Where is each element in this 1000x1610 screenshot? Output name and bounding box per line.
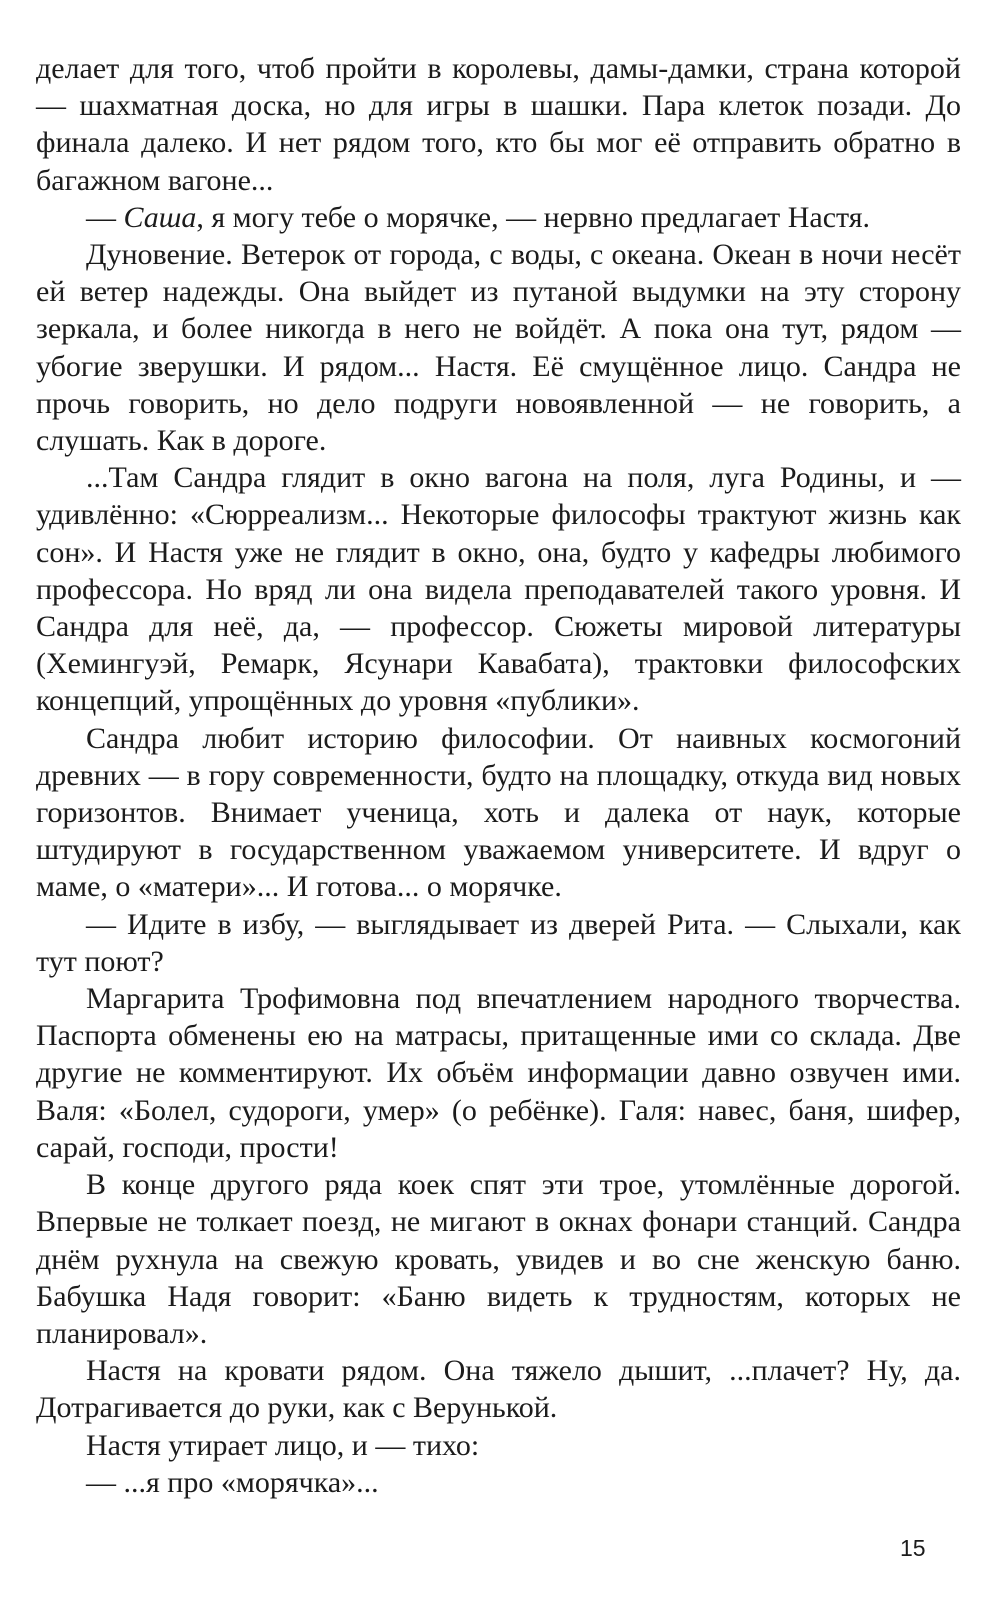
paragraph-dialog: — ...я про «морячка»... [86,1465,379,1499]
paragraph-dialog-sasha [36,199,961,236]
paragraph: Настя на кровати рядом. Она тяжело дышит, ...плачет? Ну, да. Дотрагивается до руки, как с Верунькой. [36,1354,961,1425]
paragraph: Маргарита Трофимовна под впечатлением народного творчества. Паспорта обменены ею на матрасы, притащенные ими со склада. Две другие не комментируют. Их объём информации давно озвучен ими. Валя: «Болел, судороги, умер» (о ребёнке). Галя: навес, баня, шифер, сарай, господи, прости! [36,982,961,1164]
paragraph-continued: делает для того, чтоб пройти в королевы, дамы-дамки, страна которой — шахматная доска, но для игры в шашки. Пара клеток позади. До финала далеко. И нет рядом того, кто бы мог её отправить обратно в багажном вагоне... [36,52,961,197]
paragraph: Дуновение. Ветерок от города, с воды, с океана. Океан в ночи несёт ей ветер надежды. Она выйдет из путаной выдумки на эту сторону зеркала, и более никогда в него не войдёт. А пока она тут, рядом — убогие зверушки. И рядом... Настя. Её смущённое лицо. Сандра не прочь говорить, но дело подруги новоявленной — не говорить, а слушать. Как в дороге. [36,238,961,458]
dialog-name-italic: Саша [123,200,197,234]
paragraph: ...Там Сандра глядит в окно вагона на поля, луга Родины, и — удивлённо: «Сюрреализм... Некоторые философы трактуют жизнь как сон». И Настя уже не глядит в окно, она, будто у кафедры любимого профессора. Но вряд ли она видела преподавателей такого уровня. И Сандра для неё, да, — профессор. Сюжеты мировой литературы (Хемингуэй, Ремарк, Ясунари Кавабата), трактовки философских концепций, упрощённых до уровня «публики». [36,461,961,718]
page-number: 15 [900,1535,926,1561]
book-page-text [36,50,961,1501]
paragraph: Сандра любит историю философии. От наивных космогоний древних — в гору современности, будто на площадку, откуда вид новых горизонтов. Внимает ученица, хоть и далека от наук, которые штудируют в государственном уважаемом университете. И вдруг о маме, о «матери»... И готова... о морячке. [36,721,961,904]
paragraph: В конце другого ряда коек спят эти трое, утомлённые дорогой. Впервые не толкает поезд, не мигают в окнах фонари станций. Сандра днём рухнула на свежую кровать, увидев и во сне женскую баню. Бабушка Надя говорит: «Баню видеть к трудностям, которых не планировал». [36,1168,961,1350]
dialog-rest: , я могу тебе о морячке, — нервно предлагает Настя. [196,200,871,234]
paragraph: Настя утирает лицо, и — тихо: [86,1428,480,1462]
paragraph-dialog: — Идите в избу, — выглядывает из дверей Рита. — Слыхали, как тут поют? [36,907,961,978]
dialog-dash: — [86,200,124,234]
